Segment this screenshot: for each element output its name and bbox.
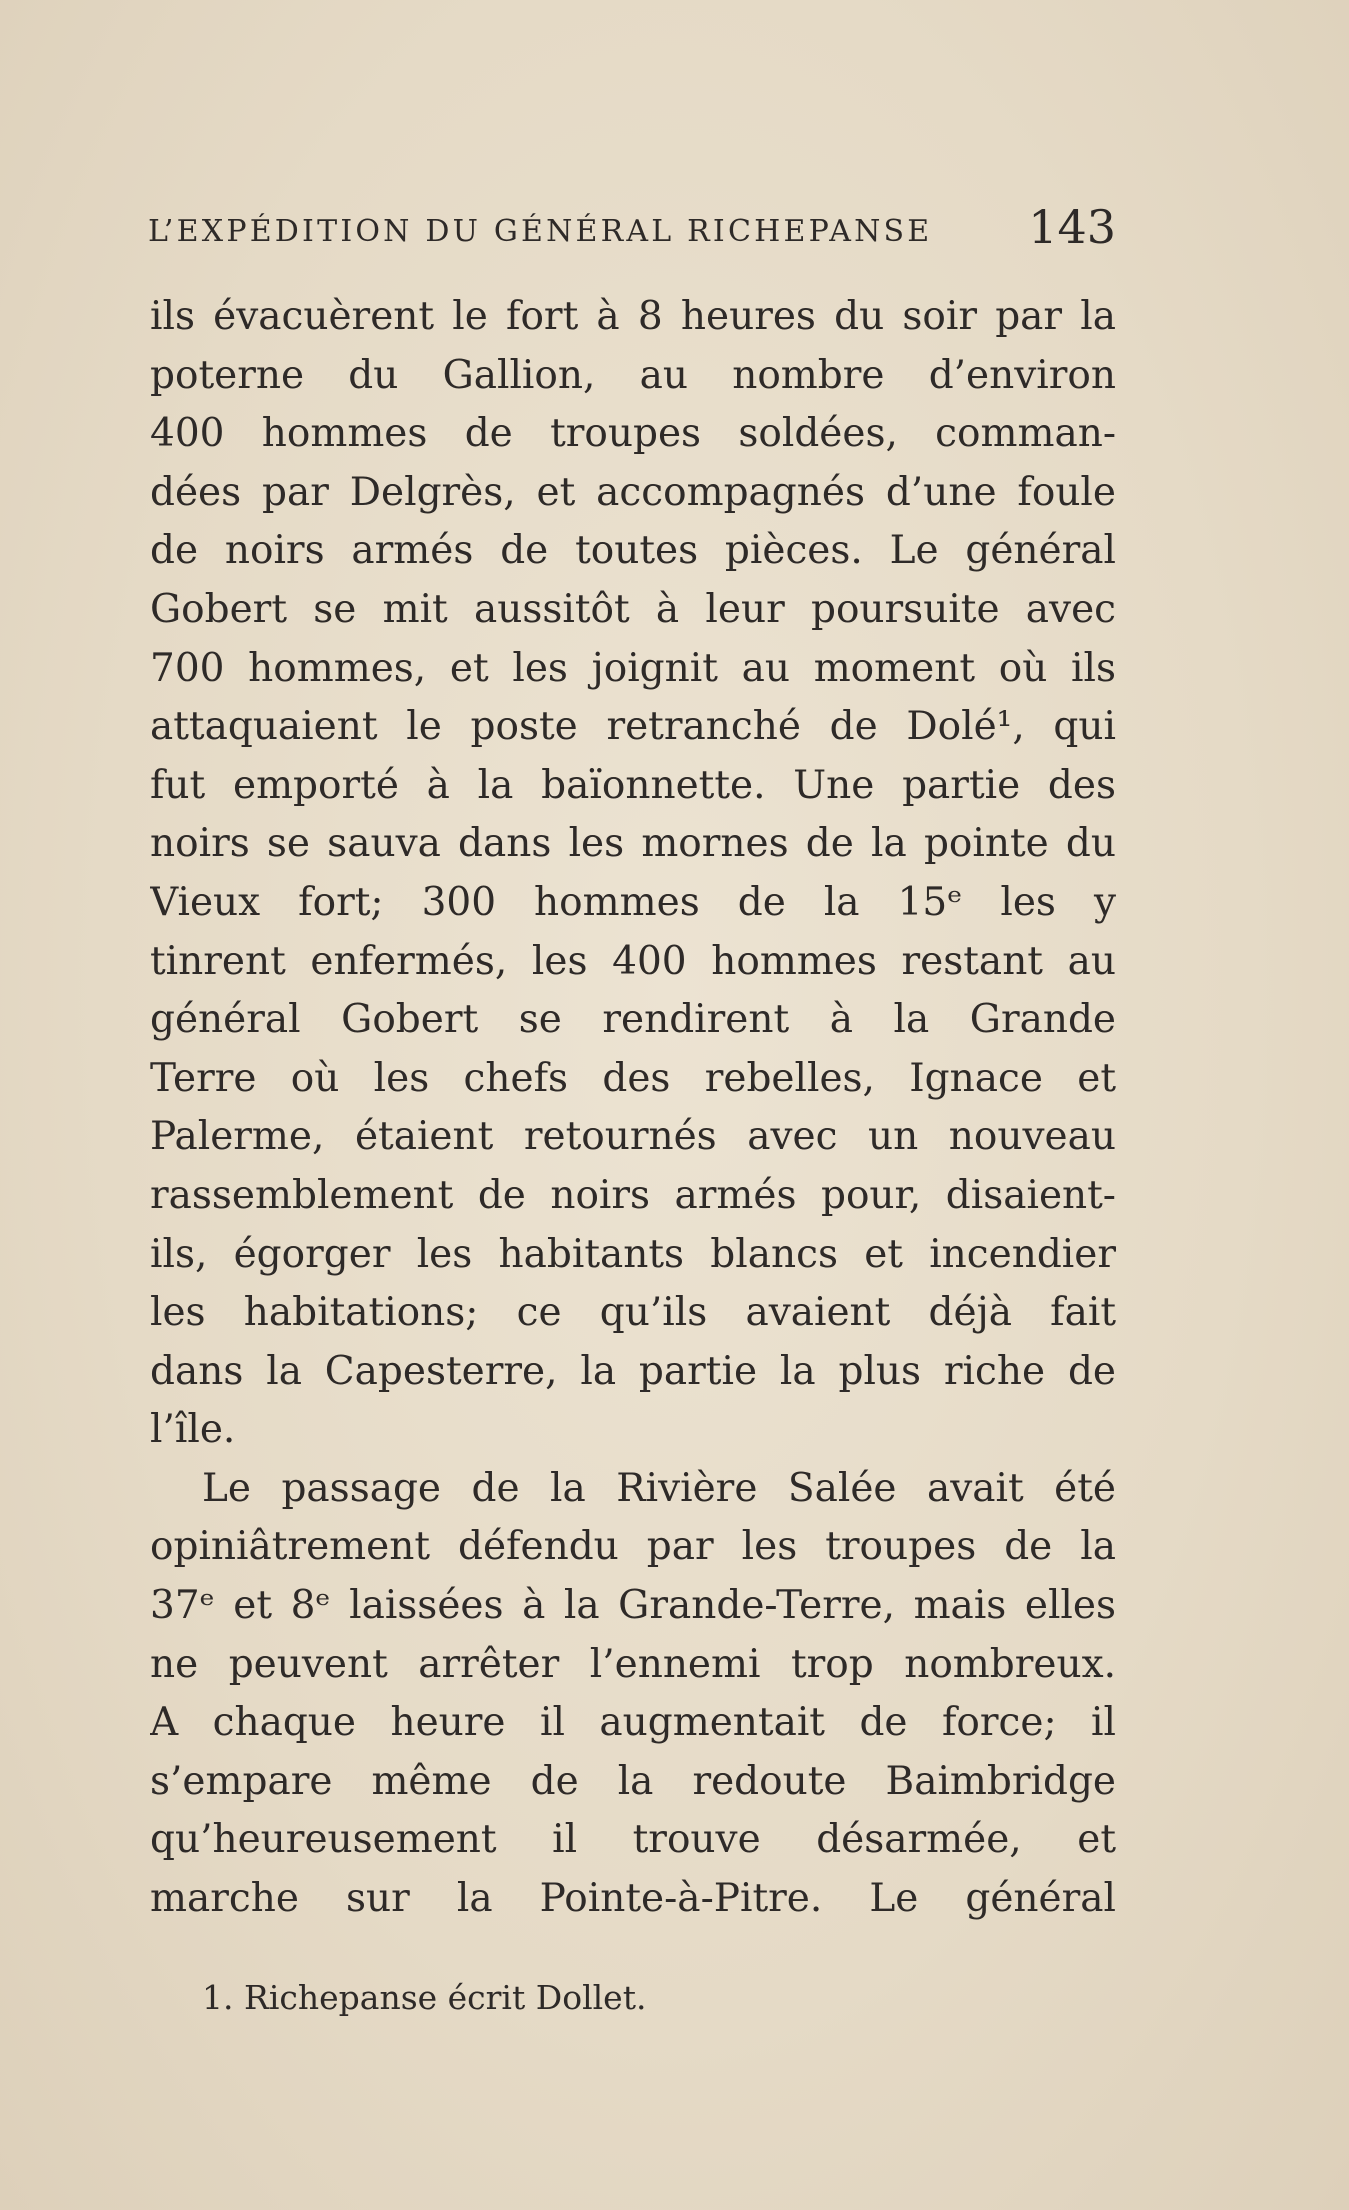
running-head [148, 196, 1116, 252]
text-line: tinrent enfermés, les 400 hommes restant au [150, 938, 1116, 984]
text-line: de noirs armés de toutes pièces. Le général [150, 528, 1116, 574]
text-line: ne peuvent arrêter l’ennemi trop nombreux. [150, 1641, 1116, 1687]
paragraph-end-line: l’île. [150, 1407, 236, 1453]
text-line: A chaque heure il augmentait de force; il [150, 1700, 1116, 1746]
text-line: 37ᵉ et 8ᵉ laissées à la Grande-Terre, mais elles [150, 1583, 1116, 1629]
text-line: opiniâtrement défendu par les troupes de la [150, 1524, 1116, 1570]
text-line: marche sur la Pointe-à-Pitre. Le général [150, 1876, 1116, 1922]
text-line: rassemblement de noirs armés pour, disaient- [150, 1172, 1116, 1218]
paragraph-start-line: Le passage de la Rivière Salée avait été [202, 1465, 1116, 1511]
text-line: noirs se sauva dans les mornes de la pointe du [150, 821, 1116, 867]
text-line: les habitations; ce qu’ils avaient déjà fait [150, 1290, 1116, 1336]
text-line: Vieux fort; 300 hommes de la 15ᵉ les y [150, 879, 1116, 925]
text-line: 400 hommes de troupes soldées, comman- [150, 411, 1116, 457]
text-line: attaquaient le poste retranché de Dolé¹, qui [150, 704, 1116, 750]
text-line: ils, égorger les habitants blancs et incendier [150, 1231, 1116, 1277]
text-line: général Gobert se rendirent à la Grande [150, 997, 1116, 1043]
text-line: s’empare même de la redoute Baimbridge [150, 1758, 1116, 1804]
body-text [150, 288, 1116, 1929]
text-line: qu’heureusement il trouve désarmée, et [150, 1817, 1116, 1863]
text-line: Palerme, étaient retournés avec un nouveau [150, 1114, 1116, 1160]
text-line: dans la Capesterre, la partie la plus riche de [150, 1348, 1116, 1394]
text-line: Gobert se mit aussitôt à leur poursuite avec [150, 586, 1116, 632]
text-line: fut emporté à la baïonnette. Une partie des [150, 762, 1116, 808]
text-line: ils évacuèrent le fort à 8 heures du soir par la [150, 294, 1116, 339]
text-line: poterne du Gallion, au nombre d’environ [150, 352, 1116, 398]
text-line: 700 hommes, et les joignit au moment où ils [150, 645, 1116, 691]
footnote: 1. Richepanse écrit Dollet. [202, 1978, 647, 2017]
running-title: L’EXPÉDITION DU GÉNÉRAL RICHEPANSE [148, 214, 933, 249]
text-line: dées par Delgrès, et accompagnés d’une foule [150, 469, 1116, 515]
page-number: 143 [1028, 200, 1116, 254]
text-line: Terre où les chefs des rebelles, Ignace et [150, 1055, 1116, 1101]
